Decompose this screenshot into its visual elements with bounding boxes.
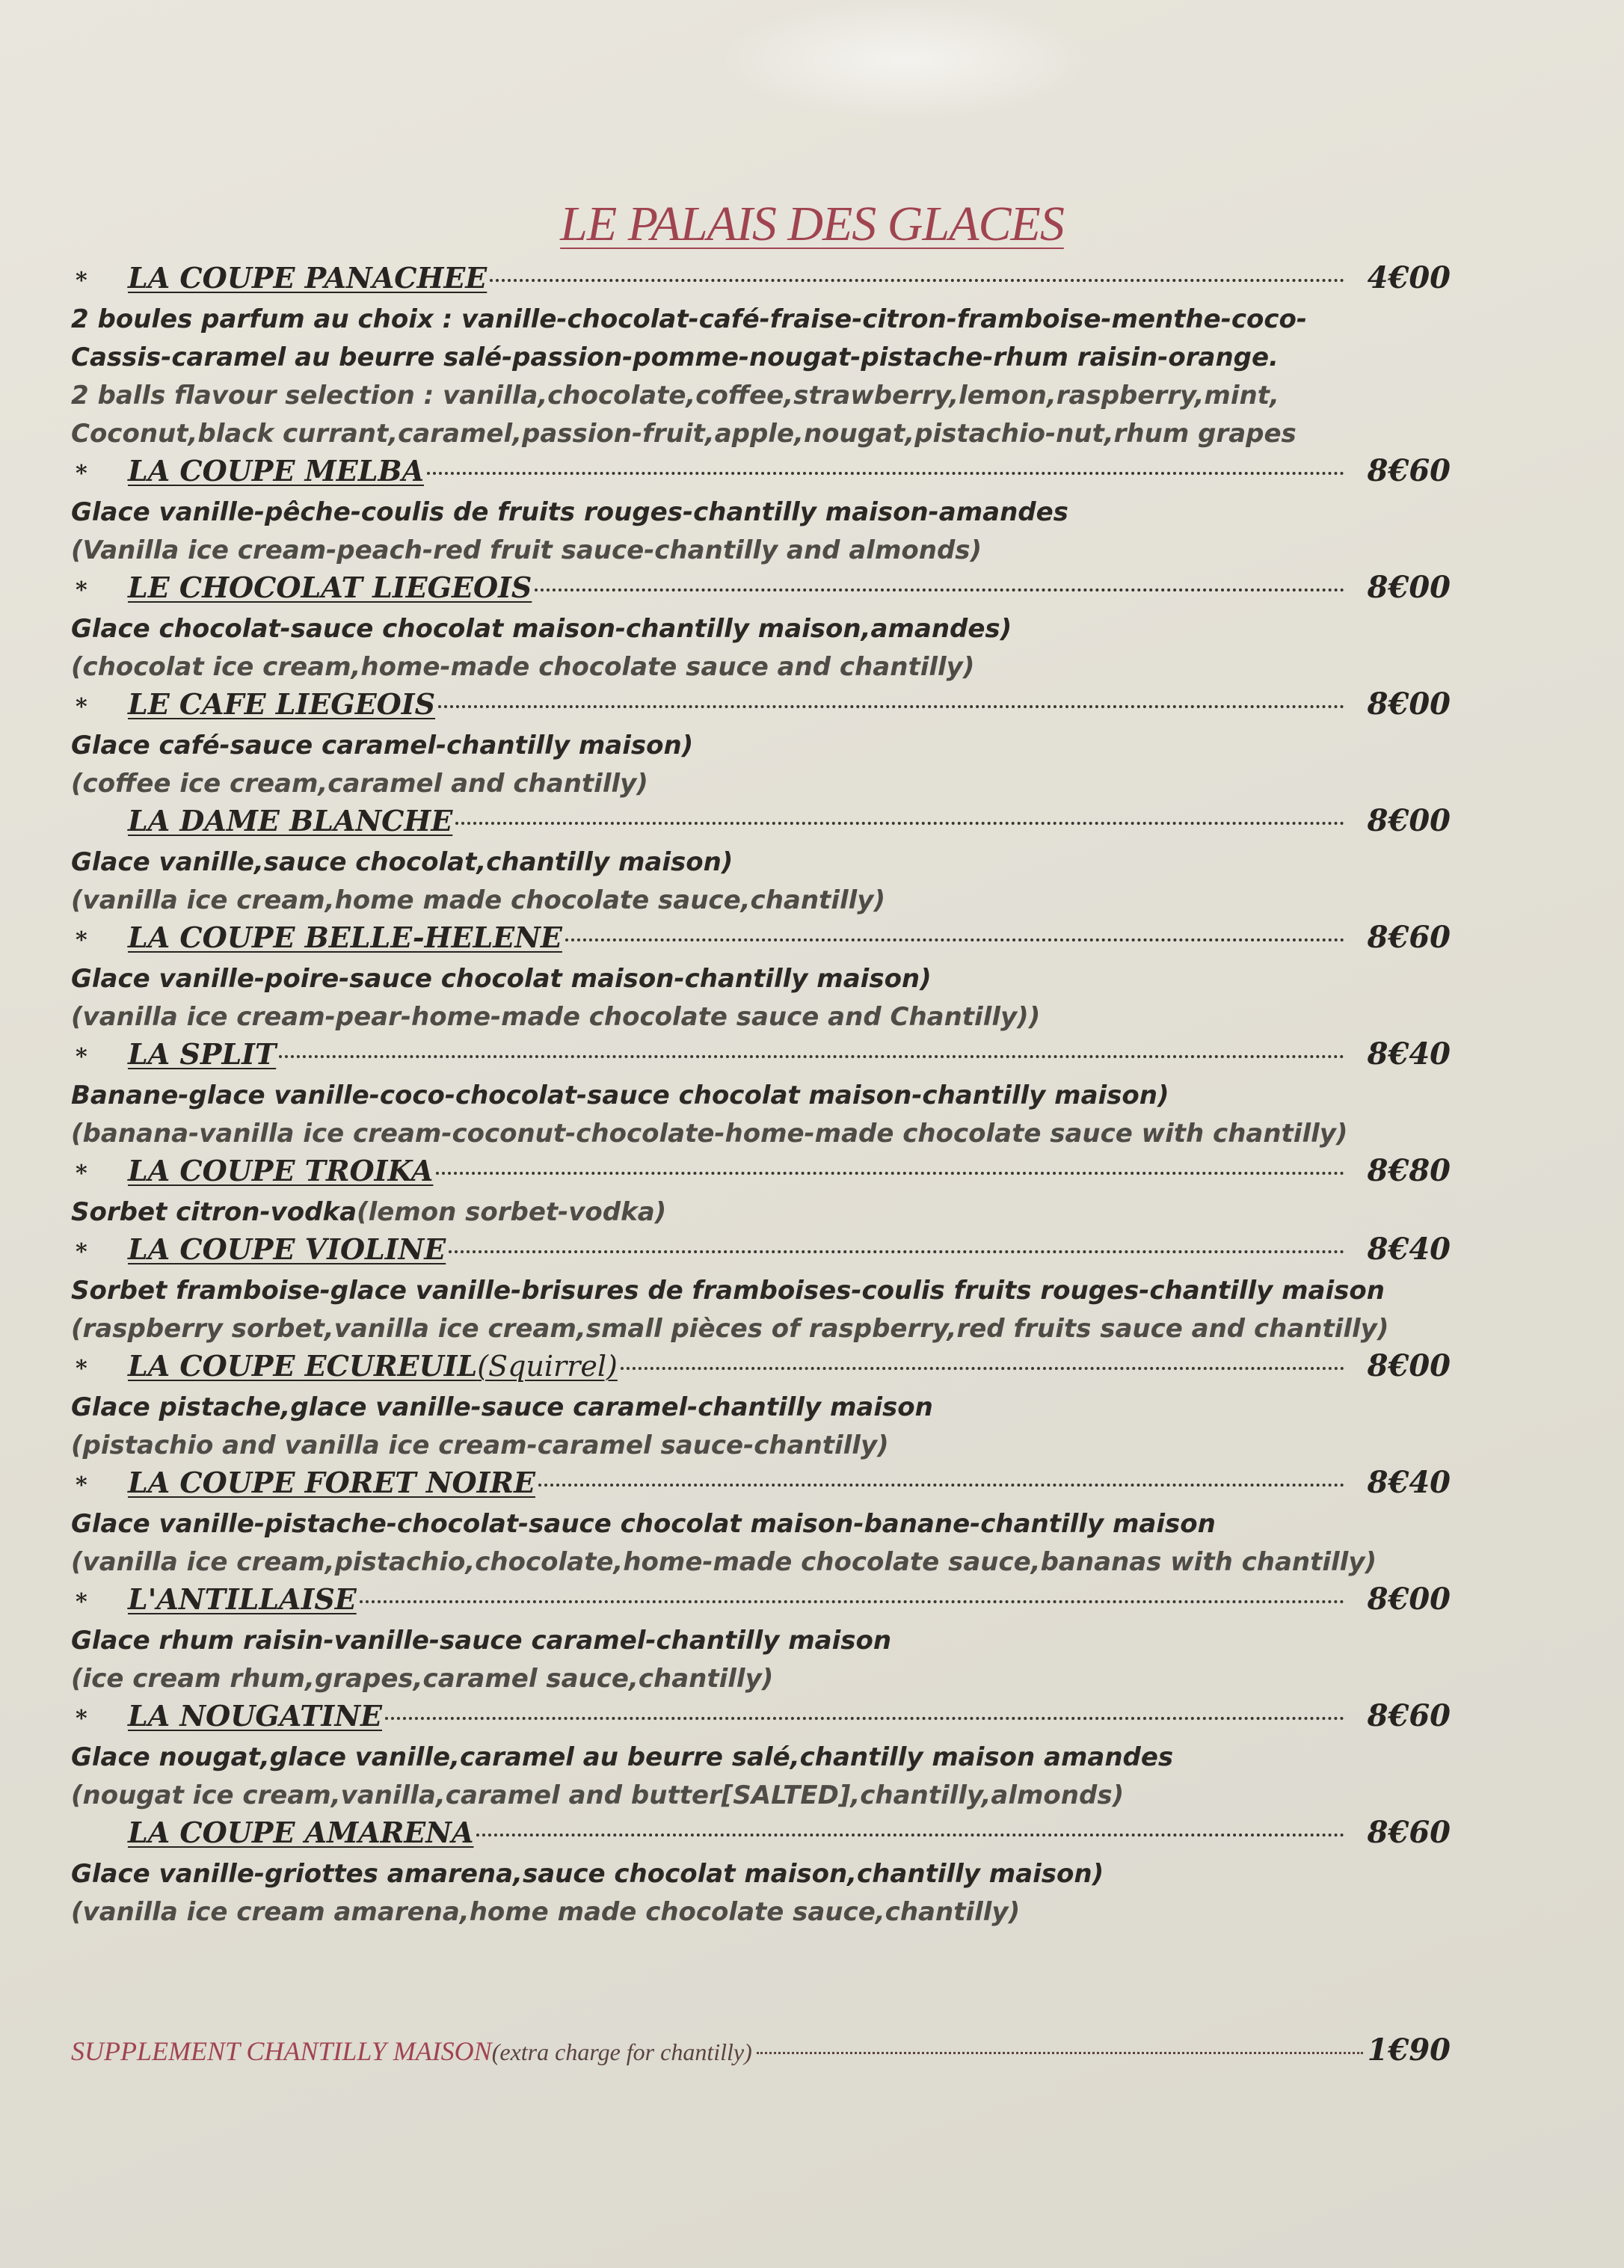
bullet-mark: * [76,927,87,953]
line-text: Banane-glace vanille-coco-chocolat-sauce chocolat maison-chantilly maison) [71,1081,1169,1110]
menu-item-price: 8€80 [1367,1153,1451,1188]
line-text: (vanilla ice cream,pistachio,chocolate,home-made chocolate sauce,bananas with chantilly) [71,1547,1377,1577]
menu-item-translation [71,882,1451,920]
menu-item [71,570,1451,686]
dotted-leader [565,938,1344,941]
menu-item-description [71,1622,1451,1660]
menu-item-translation [71,1660,1451,1698]
dotted-leader [535,588,1344,591]
menu-item-name-text: LA COUPE ECUREUIL [128,1349,478,1383]
menu-item [71,1036,1451,1153]
line-text: Glace vanille-pistache-chocolat-sauce chocolat maison-banane-chantilly maison [71,1509,1216,1539]
line-text: (raspberry sorbet,vanilla ice cream,small pièces of raspberry,red fruits sauce and chantilly) [71,1314,1389,1344]
dotted-leader [455,822,1344,825]
menu-item-name [128,1037,276,1071]
line-text: Glace nougat,glace vanille,caramel au beurre salé,chantilly maison amandes [71,1742,1174,1772]
menu-item-description [71,1855,1451,1893]
dotted-leader [279,1055,1344,1058]
menu-item-name-suffix: (Squirrel) [477,1350,618,1383]
menu-item [71,1465,1451,1582]
bullet-mark: * [76,694,87,720]
menu-item-price: 8€00 [1367,686,1451,722]
line-text: Glace vanille-pêche-coulis de fruits rouges-chantilly maison-amandes [71,497,1068,527]
dotted-leader [757,2052,1363,2054]
line-text: Glace chocolat-sauce chocolat maison-chantilly maison,amandes) [71,614,1012,644]
menu-item-description [71,843,1451,882]
menu-item-translation [71,1777,1451,1815]
line-text: (banana-vanilla ice cream-coconut-chocolate-home-made chocolate sauce with chantilly) [71,1119,1348,1149]
menu-item-header [71,803,1451,843]
dotted-leader [438,705,1344,708]
menu-item [71,1698,1451,1815]
menu-item-price: 8€40 [1367,1232,1451,1267]
menu-item [71,920,1451,1036]
menu-item-name [128,1466,535,1499]
menu-item-description [71,960,1451,998]
line-text: Cassis-caramel au beurre salé-passion-pomme-nougat-pistache-rhum raisin-orange. [71,342,1279,372]
menu-item-description [71,1193,1451,1232]
menu-item-description [71,1077,1451,1115]
dotted-leader [360,1600,1344,1603]
bullet-mark: * [76,1044,87,1070]
dotted-leader [538,1484,1344,1487]
dotted-leader [385,1717,1344,1720]
inline-translation: (lemon sorbet-vodka) [357,1197,667,1227]
dotted-leader [427,472,1344,475]
menu-item [71,686,1451,803]
bullet-mark: * [76,1161,87,1187]
dotted-leader [436,1172,1344,1175]
menu-item-translation [71,1310,1451,1348]
menu-item-header [71,920,1451,960]
menu-item-name [128,921,562,954]
menu-item-price: 8€40 [1367,1465,1451,1500]
line-text: 2 balls flavour selection : vanilla,chocolate,coffee,strawberry,lemon,raspberry,mint, [71,381,1279,411]
menu-item-price: 8€00 [1367,1582,1451,1617]
supplement-note: (extra charge for chantilly) [491,2038,752,2065]
menu-item-translation [71,377,1451,415]
menu-item-header [71,1582,1451,1622]
menu-item-translation [71,1893,1451,1932]
menu-item-header [71,570,1451,610]
menu-item-name-text: LA COUPE MELBA [128,454,425,488]
line-text: (coffee ice cream,caramel and chantilly) [71,769,648,799]
line-text: (nougat ice cream,vanilla,caramel and butter[SALTED],chantilly,almonds) [71,1780,1125,1810]
menu-item-name-text: LA DAME BLANCHE [128,804,453,838]
line-text: Sorbet framboise-glace vanille-brisures de framboises-coulis fruits rouges-chantilly maison [71,1276,1385,1306]
supplement-price: 1€90 [1367,2032,1451,2068]
dotted-leader [621,1367,1344,1370]
menu-item-name-text: L'ANTILLAISE [128,1582,357,1616]
line-text: Sorbet citron-vodka [71,1197,357,1227]
menu-title: LE PALAIS DES GLACES [560,197,1064,251]
menu-item-name [128,1154,433,1187]
menu-item-name [128,571,532,604]
menu-item-price: 8€40 [1367,1036,1451,1072]
menu-item-description [71,1272,1451,1310]
menu-item-description [71,339,1451,377]
menu-item-header [71,1348,1451,1389]
menu-item-name-text: LA NOUGATINE [128,1699,383,1733]
menu-item-translation [71,1427,1451,1465]
menu-item [71,1815,1451,1932]
menu-item [71,1153,1451,1232]
menu-item [71,1348,1451,1465]
menu-item-translation [71,532,1451,570]
line-text: (Vanilla ice cream-peach-red fruit sauce-chantilly and almonds) [71,535,982,565]
menu-item-name [128,454,424,488]
menu-item-name-text: LA COUPE PANACHEE [128,261,487,295]
line-text: Glace rhum raisin-vanille-sauce caramel-chantilly maison [71,1626,892,1656]
menu-item-header [71,1815,1451,1855]
supplement-row [71,2032,1451,2068]
bullet-mark: * [76,1356,87,1382]
menu-item-header [71,1698,1451,1739]
menu-item-header [71,1036,1451,1077]
bullet-mark: * [76,1589,87,1615]
line-text: Glace vanille-griottes amarena,sauce chocolat maison,chantilly maison) [71,1859,1104,1889]
menu-item-description [71,1739,1451,1777]
menu-item-description [71,1505,1451,1543]
menu-item-header [71,1153,1451,1193]
menu-item-translation [71,1543,1451,1582]
menu-item-name [128,1816,473,1849]
menu-item-name-text: LA SPLIT [128,1037,277,1071]
menu-item-description [71,301,1451,339]
menu-item-translation [71,1115,1451,1153]
menu-item-header [71,686,1451,727]
menu-item [71,1232,1451,1348]
menu-item-description [71,1389,1451,1427]
menu-item-description [71,610,1451,648]
menu-item-price: 8€60 [1367,453,1451,488]
menu-item-price: 8€00 [1367,570,1451,605]
menu-item-name-text: LA COUPE BELLE-HELENE [128,921,562,954]
light-glare [718,0,1092,120]
menu-item-translation [71,415,1451,453]
line-text: (pistachio and vanilla ice cream-caramel sauce-chantilly) [71,1430,889,1460]
menu-item [71,1582,1451,1698]
menu-item-price: 8€60 [1367,1815,1451,1850]
menu-item-price: 8€60 [1367,920,1451,955]
line-text: Glace café-sauce caramel-chantilly maison) [71,731,694,760]
menu-item-description [71,494,1451,532]
menu-item-header [71,1465,1451,1505]
menu-item-name [128,1349,618,1383]
line-text: (vanilla ice cream-pear-home-made chocolate sauce and Chantilly)) [71,1002,1041,1032]
menu-item-name-text: LA COUPE AMARENA [128,1816,474,1849]
dotted-leader [476,1834,1344,1837]
menu-item-price: 4€00 [1367,260,1451,295]
menu-item-price: 8€60 [1367,1698,1451,1733]
line-text: Glace vanille-poire-sauce chocolat maison-chantilly maison) [71,964,932,994]
bullet-mark: * [76,577,87,603]
menu-item-name [128,687,435,721]
menu-list [71,260,1451,1932]
menu-item [71,803,1451,920]
menu-item-name-text: LA COUPE FORET NOIRE [128,1466,535,1499]
menu-item-header [71,453,1451,494]
menu-item [71,260,1451,453]
menu-item-name-text: LE CAFE LIEGEOIS [128,687,436,721]
menu-item-translation [71,998,1451,1036]
line-text: (vanilla ice cream,home made chocolate sauce,chantilly) [71,885,885,915]
menu-item-name [128,261,487,295]
line-text: (chocolat ice cream,home-made chocolate sauce and chantilly) [71,652,975,682]
menu-item-name-text: LA COUPE VIOLINE [128,1232,446,1266]
supplement-label: SUPPLEMENT CHANTILLY MAISON [71,2036,492,2066]
dotted-leader [490,279,1344,282]
bullet-mark: * [76,1472,87,1499]
menu-item-name [128,1232,446,1266]
menu-item-header [71,1232,1451,1272]
menu-item-name-text: LE CHOCOLAT LIEGEOIS [128,571,532,604]
menu-item-translation [71,648,1451,686]
menu-item-name-text: LA COUPE TROIKA [128,1154,434,1187]
menu-item-price: 8€00 [1367,1348,1451,1383]
menu-item [71,453,1451,570]
line-text: (ice cream rhum,grapes,caramel sauce,chantilly) [71,1664,774,1694]
line-text: Glace pistache,glace vanille-sauce caramel-chantilly maison [71,1392,933,1422]
bullet-mark: * [76,1706,87,1732]
menu-item-price: 8€00 [1367,803,1451,838]
menu-item-name [128,1699,382,1733]
bullet-mark: * [76,1239,87,1265]
line-text: Coconut,black currant,caramel,passion-fruit,apple,nougat,pistachio-nut,rhum grapes [71,419,1297,449]
menu-item-description [71,727,1451,765]
line-text: 2 boules parfum au choix : vanille-chocolat-café-fraise-citron-framboise-menthe-coco- [71,304,1307,334]
menu-item-name [128,1582,357,1616]
line-text: (vanilla ice cream amarena,home made chocolate sauce,chantilly) [71,1897,1021,1927]
menu-item-translation [71,765,1451,803]
menu-item-header [71,260,1451,301]
bullet-mark: * [76,268,87,294]
bullet-mark: * [76,461,87,487]
dotted-leader [449,1250,1344,1253]
line-text: Glace vanille,sauce chocolat,chantilly maison) [71,847,733,877]
menu-item-name [128,804,452,838]
